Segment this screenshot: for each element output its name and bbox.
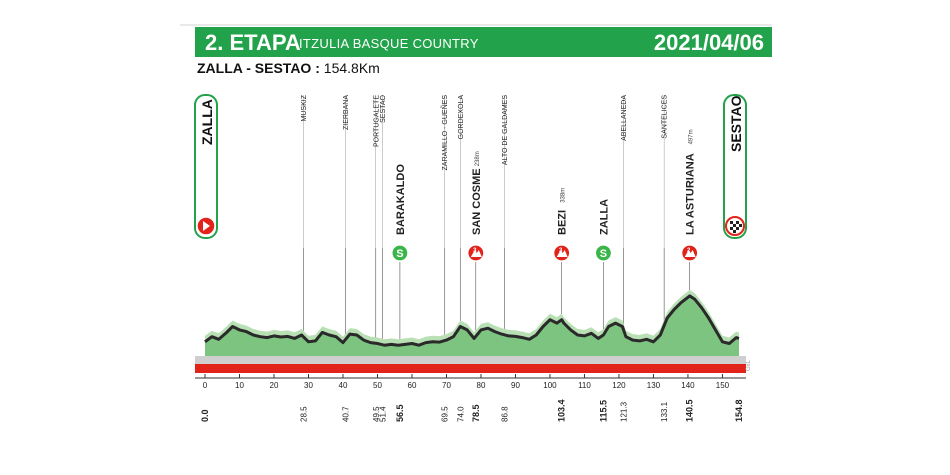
- km-tick-label: 40: [338, 381, 348, 390]
- finish-name: SESTAO: [728, 95, 744, 152]
- road-band: [195, 364, 746, 373]
- finish-banner: [724, 95, 746, 238]
- km-tick-label: 130: [646, 381, 661, 390]
- waypoint-name: GORDEXOLA: [457, 95, 465, 140]
- km-tick-label: 30: [304, 381, 313, 390]
- km-tick-label: 120: [612, 381, 626, 390]
- km-tick-label: 150: [715, 381, 730, 390]
- road-shoulder: [195, 356, 746, 364]
- km-tick-label: 100: [543, 381, 557, 390]
- waypoint-km-label: 103.4: [556, 399, 567, 422]
- waypoint-name: ZALLA: [598, 198, 611, 235]
- route-distance: 154.8Km: [323, 60, 380, 76]
- waypoint-km-label: 154.8: [734, 399, 744, 422]
- waypoint-km-label: 133.1: [660, 401, 670, 422]
- start-banner: [195, 95, 217, 238]
- route-label: ZALLA - SESTAO :: [197, 60, 320, 76]
- waypoint-altitude: 497m: [688, 129, 695, 145]
- waypoint-km-label: 49.5: [371, 406, 381, 422]
- waypoint-name: LA ASTURIANA: [684, 153, 697, 235]
- waypoint-name: ZARAMILLO - GUEÑES: [442, 95, 450, 171]
- sprint-icon-letter: S: [396, 248, 404, 260]
- km-tick-label: 70: [442, 381, 451, 390]
- km-tick-label: 80: [476, 381, 486, 390]
- terrain-area: [205, 296, 739, 356]
- waypoint-km-label: 40.7: [341, 406, 351, 422]
- km-tick-label: 10: [235, 381, 244, 390]
- waypoint-km-label: 56.5: [394, 404, 405, 422]
- waypoint-km-labels: [200, 399, 744, 422]
- distance-unit-label: GxL: [746, 359, 752, 371]
- stage-date: 2021/04/06: [653, 30, 764, 55]
- sprint-icon-letter: S: [599, 248, 608, 260]
- waypoint-altitude: 238m: [474, 151, 481, 167]
- road-layer: [195, 356, 746, 373]
- terrain-layer: [205, 290, 739, 356]
- waypoint-name: ALTO DE GALDAMES: [501, 95, 509, 166]
- waypoint-name: SESTAO: [379, 95, 387, 123]
- waypoint-km-label: 140.5: [684, 399, 695, 422]
- waypoint-km-label: 115.5: [598, 399, 609, 422]
- waypoint-km-label: 69.5: [440, 406, 450, 422]
- waypoint-km-label: 0.0: [200, 409, 210, 422]
- waypoint-km-label: 74.0: [456, 406, 466, 422]
- km-tick-label: 50: [373, 381, 382, 390]
- waypoint-km-label: 121.3: [619, 401, 629, 422]
- elevation-line: [205, 296, 739, 345]
- waypoint-name: BEZI: [556, 209, 569, 235]
- waypoint-name: BARAKALDO: [394, 164, 407, 235]
- waypoint-km-label: 28.5: [299, 406, 309, 422]
- waypoint-km-label: 86.8: [500, 406, 510, 422]
- km-tick-label: 110: [578, 381, 591, 390]
- waypoint-name: PORTUGALETE: [373, 95, 381, 147]
- waypoint-guides: [300, 95, 689, 345]
- waypoint-name: ZIERBANA: [342, 95, 350, 131]
- km-axis: [195, 374, 746, 390]
- race-name: ITZULIA BASQUE COUNTRY: [299, 36, 479, 51]
- waypoint-name: ABELLANEDA: [620, 95, 628, 141]
- km-tick-label: 60: [407, 381, 417, 390]
- km-tick-label: 90: [511, 381, 520, 390]
- climb-category-number: 3: [559, 248, 563, 254]
- km-tick-label: 20: [269, 381, 279, 390]
- waypoint-km-label: 78.5: [470, 404, 481, 422]
- waypoint-name: SAN COSME: [470, 168, 483, 235]
- waypoint-altitude: 338m: [560, 187, 567, 203]
- climb-category-number: 3: [473, 248, 477, 254]
- km-tick-label: 0: [202, 381, 208, 390]
- climb-category-number: 2: [686, 248, 691, 254]
- km-tick-label: 140: [681, 381, 695, 390]
- stage-title: 2. ETAPA: [205, 30, 301, 55]
- waypoint-name: SANTELICES: [661, 95, 669, 139]
- start-name: ZALLA: [199, 99, 215, 145]
- waypoint-name: MUSKIZ: [300, 95, 308, 122]
- waypoint-km-label: 51.4: [378, 406, 388, 422]
- waypoint-markers: [301, 94, 698, 261]
